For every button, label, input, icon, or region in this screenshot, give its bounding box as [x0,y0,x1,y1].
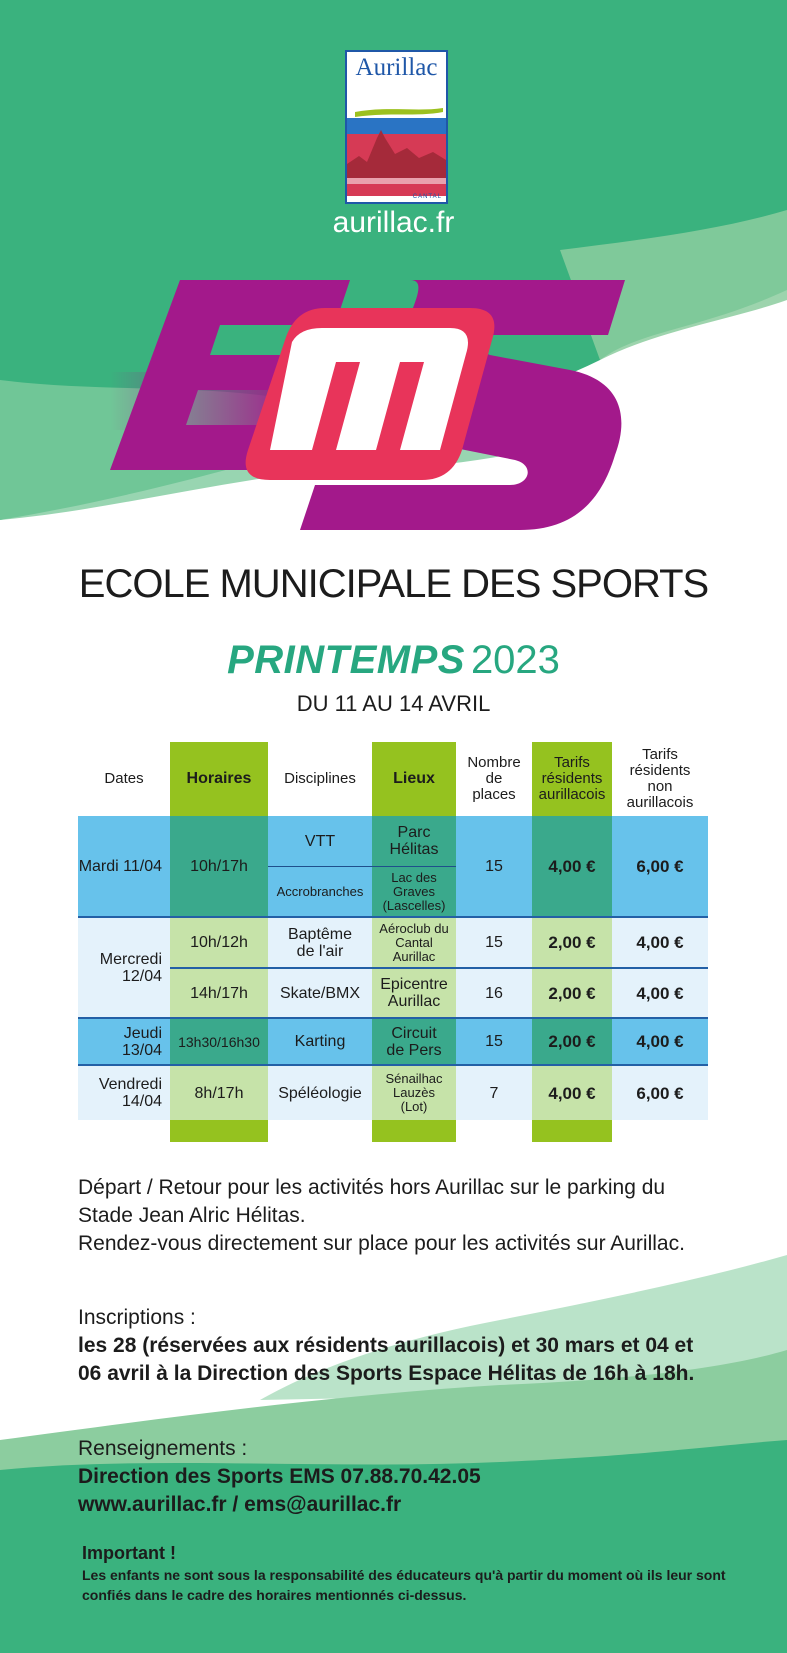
cell-tarif-non-res: 4,00 € [636,1032,684,1051]
cell-tarif-non-res: 4,00 € [636,983,684,1003]
header-disciplines: Disciplines [284,770,356,787]
aurillac-logo [345,50,448,204]
inscriptions-text: les 28 (réservées aux résidents aurillacois) et 30 mars et 04 et 06 avril à la Direction des Sports Espace Hélitas de 16h à 18h. [78,1334,695,1385]
cell-lieu: Circuit de Pers [386,1024,442,1059]
header-dates: Dates [104,770,144,787]
renseignements-web: www.aurillac.fr / ems@aurillac.fr [78,1493,402,1516]
season-word: PRINTEMPS [227,638,465,682]
cell-tarif-res: 2,00 € [548,983,596,1003]
schedule-table [78,742,708,1142]
season-year: 2023 [470,638,560,682]
header-tarifs-non-residents: Tarifs résidents non aurillacois [626,746,694,811]
cell-date: Vendredi 14/04 [98,1076,162,1110]
site-url: aurillac.fr [332,206,455,239]
cell-discipline: Spéléologie [278,1084,362,1102]
page-title: ECOLE MUNICIPALE DES SPORTS [78,562,709,606]
cell-places: 7 [489,1084,499,1102]
cell-horaire: 10h/17h [190,858,248,875]
inscriptions-label: Inscriptions : [78,1306,196,1329]
date-range: DU 11 AU 14 AVRIL [296,691,491,716]
header-lieux: Lieux [393,770,435,787]
cell-places: 15 [485,1033,503,1050]
renseignements-contact: Direction des Sports EMS 07.88.70.42.05 [78,1465,481,1488]
cell-lieu: Lac des Graves (Lascelles) [382,870,446,913]
cell-date: Jeudi 13/04 [121,1024,162,1059]
cell-date: Mercredi 12/04 [99,951,162,985]
logo-city-name: Aurillac [355,54,438,81]
cell-tarif-non-res: 6,00 € [636,857,684,876]
logo-town-illustration [347,108,446,196]
header-tarifs-residents: Tarifs résidents aurillacois [538,754,606,803]
depart-text: Départ / Retour pour les activités hors Aurillac sur le parking du Stade Jean Alric Hélitas. [78,1176,666,1227]
cell-discipline: Skate/BMX [279,984,361,1002]
important-text: Les enfants ne sont sous la responsabilité des éducateurs qu'à partir du moment où ils leur sont confiés dans le cadre des horaires mentionnés ci-dessus. [82,1567,726,1603]
cell-discipline: Accrobranches [276,884,364,899]
cell-horaire: 8h/17h [194,1084,244,1102]
ems-logo [110,280,670,545]
season-heading [0,638,787,683]
cell-lieu: Aéroclub du Cantal Aurillac [379,920,449,964]
cell-places: 15 [485,858,503,875]
ems-m-letter [270,328,468,450]
cell-discipline: Karting [294,1033,346,1050]
cell-lieu: Parc Hélitas [389,824,439,858]
cell-lieu: Epicentre Aurillac [380,976,448,1010]
cell-lieu: Sénailhac Lauzès (Lot) [385,1071,443,1114]
cell-places: 15 [485,934,503,951]
cell-horaire: 10h/12h [190,934,248,951]
inscriptions-info [78,1304,718,1388]
important-label: Important ! [82,1543,176,1563]
cell-discipline: Baptême de l'air [287,925,353,960]
cell-date: Mardi 11/04 [78,858,162,875]
cell-horaire: 14h/17h [190,984,248,1002]
cell-horaire: 13h30/16h30 [178,1033,260,1050]
rdv-text: Rendez-vous directement sur place pour les activités sur Aurillac. [78,1232,685,1255]
cell-tarif-non-res: 6,00 € [636,1083,684,1103]
cell-places: 16 [485,984,503,1002]
cell-tarif-res: 4,00 € [548,857,596,876]
cell-tarif-res: 4,00 € [548,1083,596,1103]
cell-tarif-non-res: 4,00 € [636,933,684,952]
logo-cantal-label: CANTAL [412,194,442,200]
cell-tarif-res: 2,00 € [548,1032,596,1051]
important-note [82,1541,732,1605]
renseignements-info [78,1435,718,1519]
cell-tarif-res: 2,00 € [548,933,596,952]
travel-info [78,1174,718,1258]
header-horaires: Horaires [186,770,252,787]
renseignements-label: Renseignements : [78,1437,248,1460]
header-places: Nombre de places [467,754,521,803]
cell-discipline: VTT [304,832,336,850]
